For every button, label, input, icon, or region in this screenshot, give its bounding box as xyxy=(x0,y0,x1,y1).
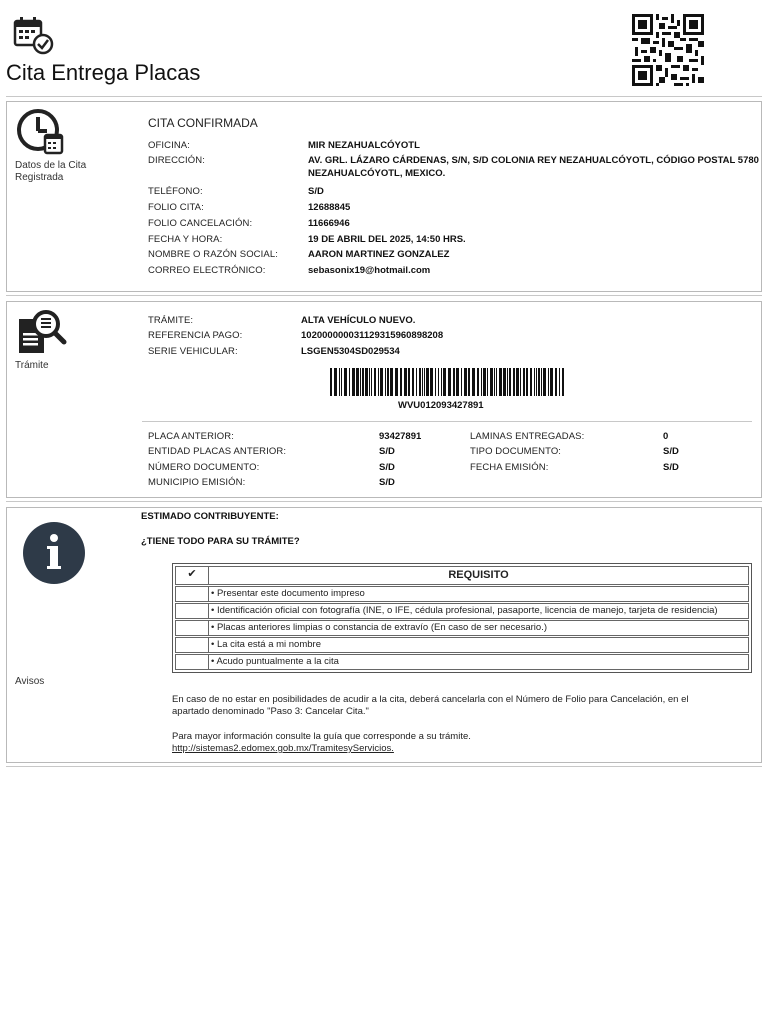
barcode-bar xyxy=(543,368,546,396)
barcode-bar xyxy=(541,368,542,396)
barcode-bar xyxy=(516,368,519,396)
avisos-line1: ESTIMADO CONTRIBUYENTE: xyxy=(141,511,279,522)
barcode-bar xyxy=(344,368,347,396)
check-cell xyxy=(176,604,209,618)
field-label: SERIE VEHICULAR: xyxy=(148,346,238,357)
document-search-icon xyxy=(16,307,68,364)
field-label: CORREO ELECTRÓNICO: xyxy=(148,265,266,276)
barcode-bar xyxy=(422,368,423,396)
check-cell xyxy=(176,587,209,601)
detail-label: FECHA EMISIÓN: xyxy=(470,462,549,473)
barcode-bar xyxy=(352,368,355,396)
barcode-bar xyxy=(390,368,393,396)
cancel-note: En caso de no estar en posibilidades de acudir a la cita, deberá cancelarla con el Número de Folio para Cancelación, en el apartado denominado "Paso 3: Cancelar Cita." xyxy=(172,694,689,717)
barcode-bar xyxy=(562,368,564,396)
barcode-bar xyxy=(339,368,340,396)
clock-calendar-icon xyxy=(16,108,66,163)
detail-label: LAMINAS ENTREGADAS: xyxy=(470,431,585,442)
detail-value: S/D xyxy=(379,462,395,473)
table-row xyxy=(175,620,749,636)
detail-value: 0 xyxy=(663,431,669,442)
barcode-bar xyxy=(365,368,368,396)
barcode-bar xyxy=(356,368,359,396)
barcode-bar xyxy=(395,368,398,396)
barcode-bar xyxy=(477,368,479,396)
barcode-bar xyxy=(481,368,482,396)
qr-code-icon xyxy=(632,14,704,86)
barcode-bar xyxy=(374,368,376,396)
barcode-bar xyxy=(496,368,497,396)
detail-label: TIPO DOCUMENTO: xyxy=(470,446,562,457)
requisito-cell: • Placas anteriores limpias o constancia de extravío (En caso de ser necesario.) xyxy=(211,622,547,633)
barcode-bar xyxy=(360,368,361,396)
barcode-bar xyxy=(424,368,425,396)
info-icon xyxy=(22,521,86,590)
requisitos-table xyxy=(172,563,752,673)
barcode-bar xyxy=(448,368,451,396)
barcode-bar xyxy=(453,368,455,396)
detail-label: ENTIDAD PLACAS ANTERIOR: xyxy=(148,446,287,457)
field-label: TRÁMITE: xyxy=(148,315,194,326)
barcode-bar xyxy=(530,368,532,396)
barcode-bar xyxy=(441,368,442,396)
avisos-side-label: Avisos xyxy=(15,676,45,687)
barcode-bar xyxy=(534,368,535,396)
requisito-cell: • Presentar este documento impreso xyxy=(211,588,365,599)
barcode-bar xyxy=(443,368,446,396)
barcode xyxy=(330,368,565,396)
field-value: ALTA VEHÍCULO NUEVO. xyxy=(301,315,416,326)
cita-side-label: Datos de la Cita Registrada xyxy=(15,160,87,183)
footer-divider xyxy=(6,766,762,767)
barcode-bar xyxy=(380,368,383,396)
field-label: FECHA Y HORA: xyxy=(148,234,223,245)
requisito-cell: • Identificación oficial con fotografía (INE, o IFE, cédula profesional, pasaporte, licencia de manejo, tarjeta de residencia) xyxy=(211,605,718,616)
check-cell xyxy=(176,638,209,652)
barcode-bar xyxy=(464,368,467,396)
barcode-bar xyxy=(555,368,557,396)
detail-value: S/D xyxy=(663,462,679,473)
field-value: AV. GRL. LÁZARO CÁRDENAS, S/N, S/D COLONIA REY NEZAHUALCÓYOTL, CÓDIGO POSTAL 5780 xyxy=(308,155,759,166)
table-row xyxy=(175,637,749,653)
detail-label: PLACA ANTERIOR: xyxy=(148,431,234,442)
field-label: FOLIO CITA: xyxy=(148,202,204,213)
avisos-line2: ¿TIENE TODO PARA SU TRÁMITE? xyxy=(141,536,300,547)
field-value: MIR NEZAHUALCÓYOTL xyxy=(308,140,420,151)
check-header: ✔ xyxy=(176,567,209,584)
barcode-bar xyxy=(426,368,429,396)
barcode-bar xyxy=(499,368,502,396)
barcode-bar xyxy=(404,368,407,396)
barcode-bar xyxy=(513,368,515,396)
barcode-bar xyxy=(378,368,379,396)
table-row xyxy=(175,586,749,602)
detail-value: S/D xyxy=(663,446,679,457)
barcode-bar xyxy=(468,368,470,396)
barcode-bar xyxy=(507,368,508,396)
barcode-bar xyxy=(400,368,402,396)
barcode-bar xyxy=(538,368,540,396)
check-cell xyxy=(176,655,209,669)
barcode-bar xyxy=(369,368,370,396)
requisito-cell: • Acudo puntualmente a la cita xyxy=(211,656,339,667)
barcode-bar xyxy=(520,368,521,396)
field-value-line2: NEZAHUALCÓYOTL, MEXICO. xyxy=(308,168,446,179)
field-label: REFERENCIA PAGO: xyxy=(148,330,243,341)
table-header-row xyxy=(175,566,749,585)
barcode-bar xyxy=(330,368,332,396)
calendar-check-icon xyxy=(12,14,54,56)
barcode-bar xyxy=(349,368,350,396)
detail-value: 93427891 xyxy=(379,431,422,442)
barcode-bar xyxy=(385,368,386,396)
field-value: S/D xyxy=(308,186,324,197)
barcode-bar xyxy=(408,368,410,396)
cita-heading: CITA CONFIRMADA xyxy=(148,116,258,130)
barcode-bar xyxy=(461,368,462,396)
barcode-bar xyxy=(456,368,459,396)
field-label: OFICINA: xyxy=(148,140,190,151)
barcode-bar xyxy=(438,368,439,396)
barcode-bar xyxy=(435,368,436,396)
barcode-bar xyxy=(487,368,488,396)
field-value: 12688845 xyxy=(308,202,351,213)
tramite-side-label: Trámite xyxy=(15,360,49,371)
requisito-cell: • La cita está a mi nombre xyxy=(211,639,321,650)
detail-label: MUNICIPIO EMISIÓN: xyxy=(148,477,246,488)
tramites-link[interactable]: http://sistemas2.edomex.gob.mx/TramitesyServicios. xyxy=(172,743,394,754)
barcode-bar xyxy=(523,368,525,396)
check-cell xyxy=(176,621,209,635)
barcode-bar xyxy=(503,368,506,396)
barcode-bar xyxy=(526,368,528,396)
table-row xyxy=(175,603,749,619)
detail-value: S/D xyxy=(379,446,395,457)
requisito-header: REQUISITO xyxy=(448,569,509,581)
barcode-bar xyxy=(430,368,433,396)
barcode-bar xyxy=(472,368,475,396)
barcode-text: WVU012093427891 xyxy=(398,400,484,411)
field-label: DIRECCIÓN: xyxy=(148,155,205,166)
page-title: Cita Entrega Placas xyxy=(6,60,201,85)
cita-panel xyxy=(6,101,762,292)
barcode-bar xyxy=(387,368,389,396)
barcode-bar xyxy=(550,368,553,396)
barcode-bar xyxy=(419,368,421,396)
field-value: 11666946 xyxy=(308,218,350,229)
field-value: LSGEN5304SD029534 xyxy=(301,346,400,357)
barcode-bar xyxy=(371,368,372,396)
barcode-bar xyxy=(559,368,560,396)
barcode-bar xyxy=(509,368,511,396)
field-label: FOLIO CANCELACIÓN: xyxy=(148,218,253,229)
info-note: Para mayor información consulte la guía que corresponde a su trámite. xyxy=(172,731,471,742)
field-value: 19 DE ABRIL DEL 2025, 14:50 HRS. xyxy=(308,234,466,245)
section-divider xyxy=(6,295,762,296)
detail-value: S/D xyxy=(379,477,395,488)
barcode-bar xyxy=(334,368,337,396)
barcode-bar xyxy=(483,368,486,396)
barcode-bar xyxy=(494,368,495,396)
tramite-divider xyxy=(142,421,752,422)
field-value: sebasonix19@hotmail.com xyxy=(308,265,431,276)
header-divider xyxy=(6,96,762,97)
barcode-bar xyxy=(416,368,417,396)
table-row xyxy=(175,654,749,670)
field-label: TELÉFONO: xyxy=(148,186,203,197)
barcode-bar xyxy=(341,368,342,396)
barcode-bar xyxy=(490,368,493,396)
barcode-bar xyxy=(548,368,549,396)
barcode-bar xyxy=(412,368,414,396)
barcode-bar xyxy=(536,368,537,396)
barcode-bar xyxy=(362,368,364,396)
field-value: 10200000003112931596089820​8 xyxy=(301,330,444,341)
section-divider xyxy=(6,501,762,502)
field-label: NOMBRE O RAZÓN SOCIAL: xyxy=(148,249,278,260)
field-value: AARON MARTINEZ GONZALEZ xyxy=(308,249,450,260)
detail-label: NÚMERO DOCUMENTO: xyxy=(148,462,260,473)
